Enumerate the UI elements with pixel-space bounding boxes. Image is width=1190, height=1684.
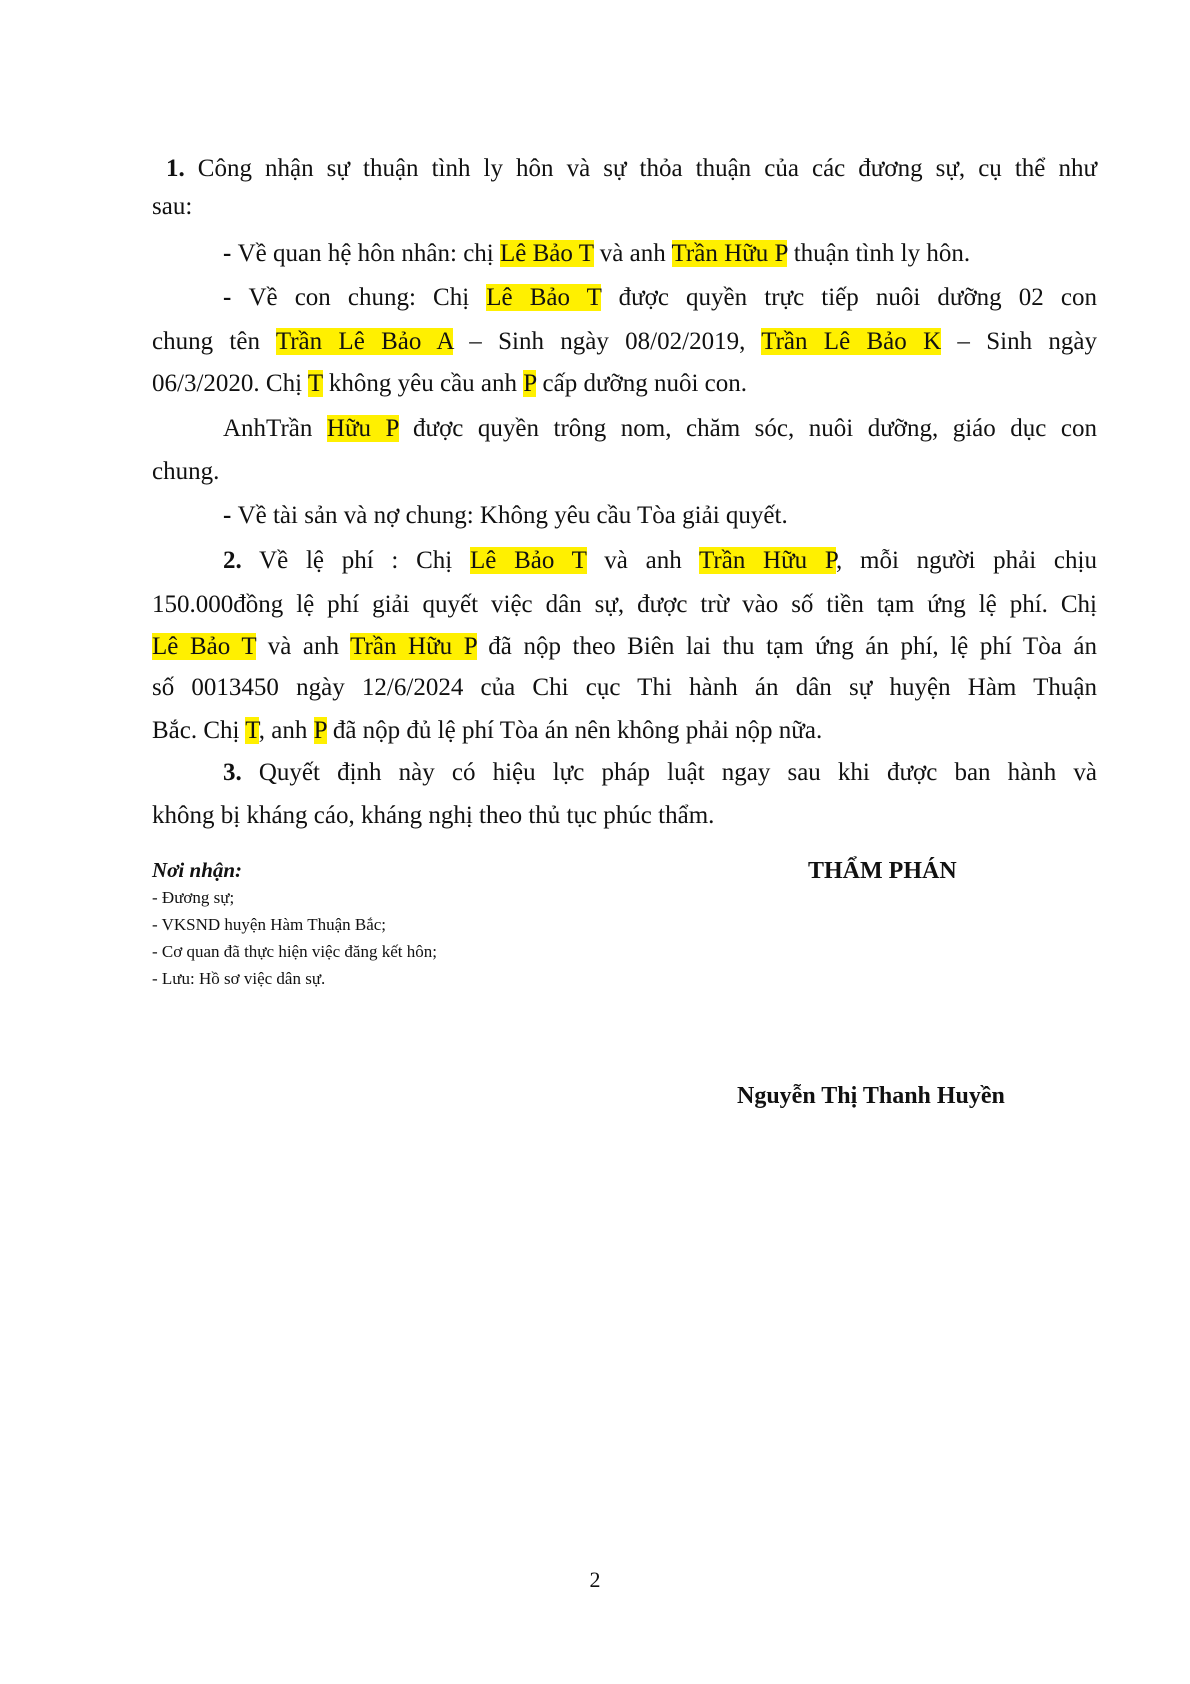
- item3-number: 3.: [223, 759, 242, 786]
- visitation-line2: chung.: [152, 458, 220, 485]
- children-line3: 06/3/2020. Chị T không yêu cầu anh P cấp dưỡng nuôi con.: [152, 370, 748, 397]
- highlight-wife-name: Lê Bảo T: [470, 547, 587, 574]
- highlight-husband-short: P: [313, 717, 327, 744]
- children-line1: - Về con chung: Chị Lê Bảo T được quyền trực tiếp nuôi dưỡng 02 con: [223, 284, 1097, 311]
- highlight-husband-name: Trần Hữu P: [699, 547, 837, 574]
- fee-line1: 2. Về lệ phí : Chị Lê Bảo T và anh Trần Hữu P, mỗi người phải chịu: [223, 547, 1097, 574]
- fee-line3: Lê Bảo T và anh Trần Hữu P đã nộp theo Biên lai thu tạm ứng án phí, lệ phí Tòa án: [152, 633, 1097, 660]
- highlight-wife-name: Lê Bảo T: [152, 633, 257, 660]
- item2-number: 2.: [223, 547, 242, 574]
- signer-name: Nguyễn Thị Thanh Huyền: [737, 1083, 1005, 1109]
- highlight-wife-short: T: [307, 370, 323, 397]
- recipient-item: - Đương sự;: [152, 888, 235, 907]
- fee-line4: số 0013450 ngày 12/6/2024 của Chi cục Thi hành án dân sự huyện Hàm Thuận: [152, 674, 1097, 701]
- signature-title: THẨM PHÁN: [808, 858, 957, 884]
- recipient-item: - Cơ quan đã thực hiện việc đăng kết hôn;: [152, 942, 437, 961]
- item1-number: 1.: [166, 155, 185, 182]
- property-line: - Về tài sản và nợ chung: Không yêu cầu Tòa giải quyết.: [223, 502, 788, 529]
- highlight-husband-name: Trần Hữu P: [671, 240, 788, 267]
- recipient-item: - VKSND huyện Hàm Thuận Bắc;: [152, 915, 387, 934]
- highlight-husband-name: Hữu P: [326, 415, 399, 442]
- item1-line2: sau:: [152, 193, 193, 220]
- marriage-line: - Về quan hệ hôn nhân: chị Lê Bảo T và anh Trần Hữu P thuận tình ly hôn.: [223, 240, 971, 267]
- highlight-wife-short: T: [245, 717, 259, 744]
- highlight-wife-name: Lê Bảo T: [486, 284, 602, 311]
- effect-line2: không bị kháng cáo, kháng nghị theo thủ tục phúc thẩm.: [152, 802, 715, 829]
- recipient-item: - Lưu: Hồ sơ việc dân sự.: [152, 969, 326, 988]
- page-number: 2: [589, 1567, 601, 1592]
- visitation-line1: AnhTrần Hữu P được quyền trông nom, chăm sóc, nuôi dưỡng, giáo dục con: [223, 415, 1098, 442]
- highlight-child2-name: Trần Lê Bảo K: [761, 328, 942, 355]
- fee-line5: Bắc. Chị T, anh P đã nộp đủ lệ phí Tòa án nên không phải nộp nữa.: [152, 717, 823, 744]
- highlight-child1-name: Trần Lê Bảo A: [275, 328, 453, 355]
- highlight-wife-name: Lê Bảo T: [500, 240, 594, 267]
- children-line2: chung tên Trần Lê Bảo A – Sinh ngày 08/02/2019, Trần Lê Bảo K – Sinh ngày: [152, 328, 1097, 355]
- fee-line2: 150.000đồng lệ phí giải quyết việc dân sự, được trừ vào số tiền tạm ứng lệ phí. Chị: [152, 591, 1097, 618]
- item1-line1: 1. Công nhận sự thuận tình ly hôn và sự thỏa thuận của các đương sự, cụ thể như: [166, 155, 1097, 182]
- recipients-title: Nơi nhận:: [152, 858, 243, 882]
- highlight-husband-name: Trần Hữu P: [350, 633, 477, 660]
- effect-line1: 3. Quyết định này có hiệu lực pháp luật ngay sau khi được ban hành và: [223, 759, 1097, 786]
- highlight-husband-short: P: [523, 370, 537, 397]
